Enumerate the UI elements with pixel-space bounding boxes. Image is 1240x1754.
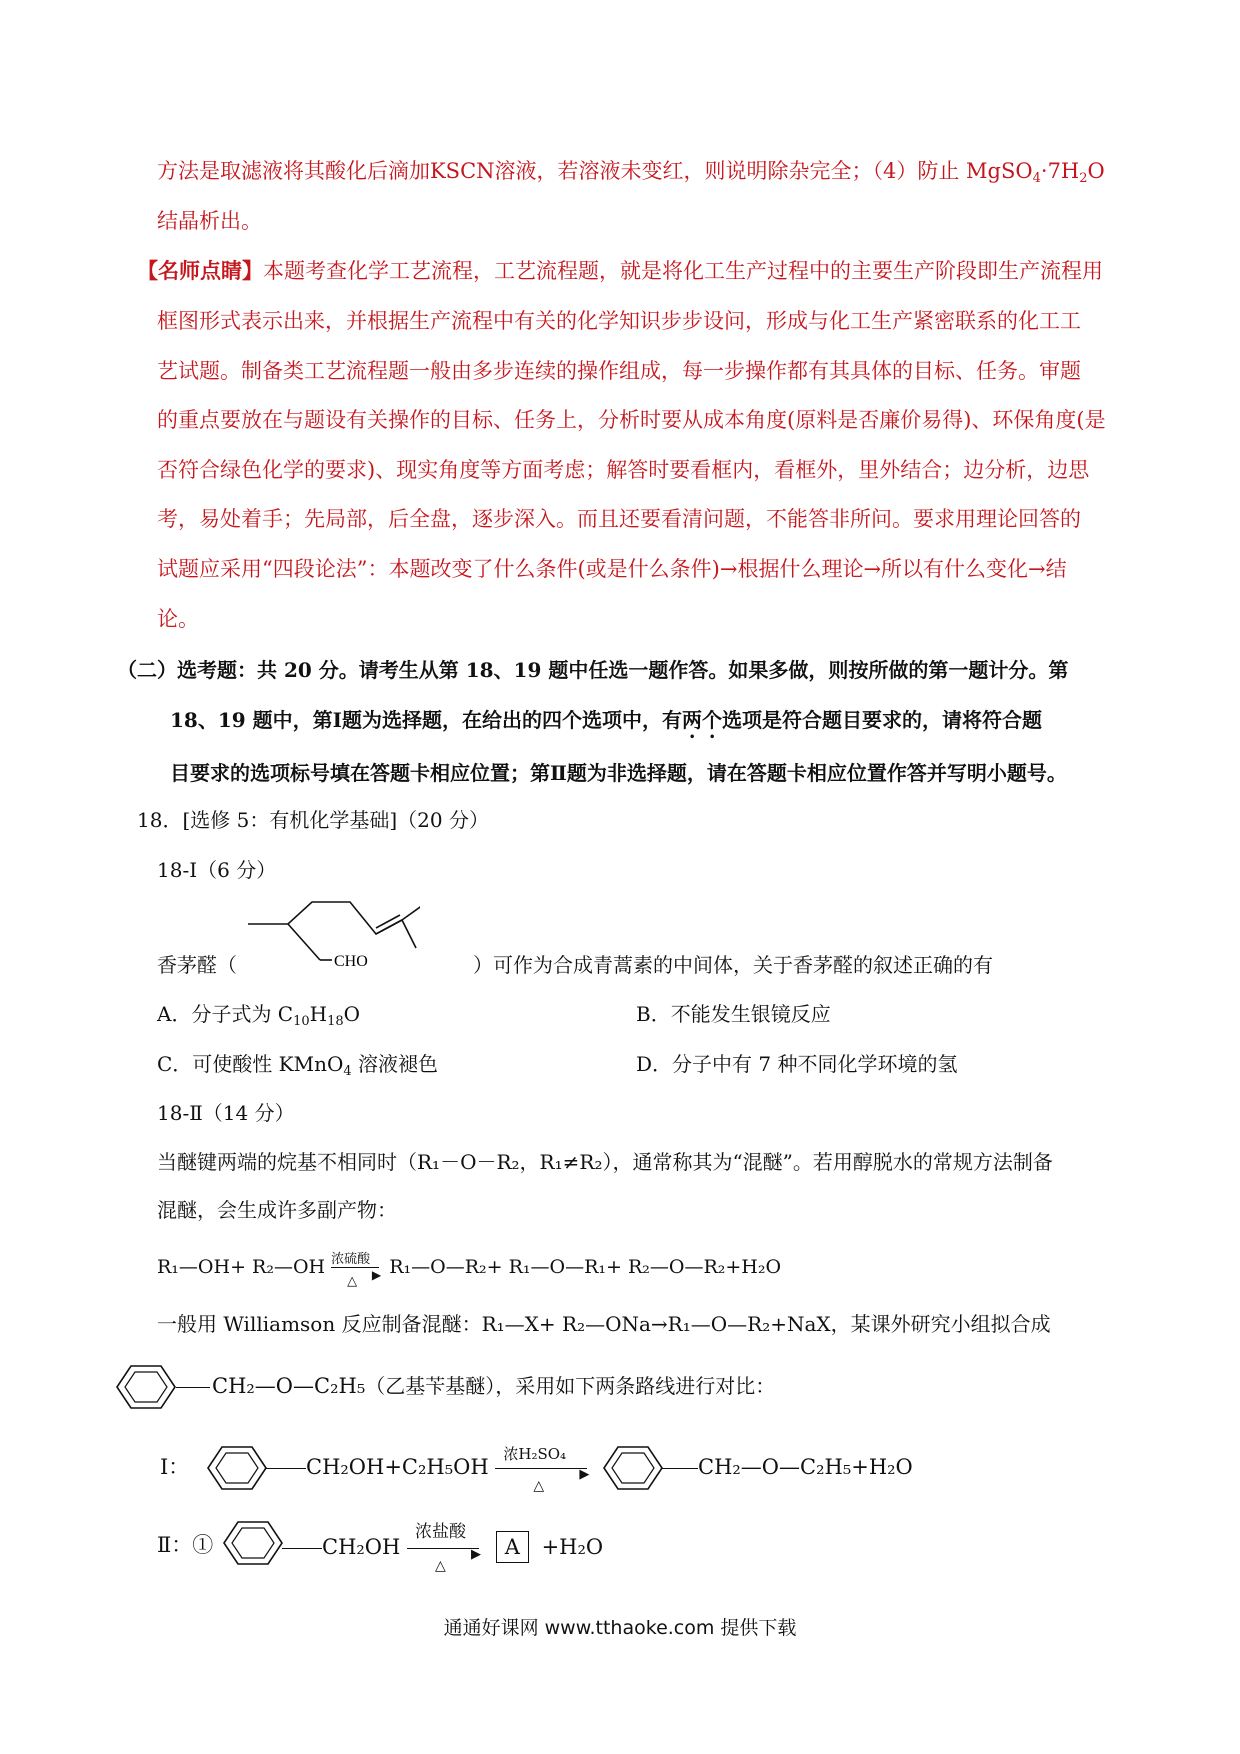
teacher-note-line-7: 试题应采用“四段论法”：本题改变了什么条件(或是什么条件)→根据什么理论→所以有什么变化→结: [157, 557, 1067, 581]
teacher-note-line-4: 的重点要放在与题设有关操作的目标、任务上，分析时要从成本角度(原料是否廉价易得)、环保角度(是: [157, 408, 1106, 432]
route2-label: Ⅱ：①: [157, 1533, 214, 1557]
teacher-note-line-5: 否符合绿色化学的要求)、现实角度等方面考虑；解答时要看框内，看框外，里外结合；边分析，边思: [157, 458, 1090, 482]
part2-para1-line1: 当醚键两端的烷基不相同时（R₁－O－R₂，R₁≠R₂），通常称其为“混醚”。若用醇脱水的常规方法制备: [157, 1150, 1053, 1174]
section2-line-3: 目要求的选项标号填在答题卡相应位置；第Ⅱ题为非选择题，请在答题卡相应位置作答并写明小题号。: [170, 761, 1067, 785]
reaction-arrow-conc-h2so4: 浓硫酸 ▶ △: [331, 1252, 382, 1289]
cho-label: CHO: [334, 953, 368, 970]
teacher-note-line-3: 艺试题。制备类工艺流程题一般由多步连续的操作组成，每一步操作都有其具体的目标、任务。审题: [157, 359, 1081, 383]
emphasis-dotted: 两个: [681, 708, 722, 732]
part2-para1-line2: 混醚，会生成许多副产物：: [157, 1198, 397, 1222]
option-a: A．分子式为 $C_{10}H_{18}O$: [157, 1002, 361, 1029]
equation-1: R₁—OH+ R₂—OH 浓硫酸 ▶ △ R₁—O—R₂+ R₁—O—R₁+ R₂—O—R₂+H₂O: [157, 1252, 782, 1289]
route2-equation: CH₂OH 浓盐酸 ▶ △ A +H₂O: [282, 1531, 603, 1563]
teacher-note-line-6: 考，易处着手；先局部，后全盘，逐步深入。而且还要看清问题，不能答非所问。要求用理论回答的: [157, 507, 1081, 531]
teacher-note-line-1: 【名师点睛】本题考查化学工艺流程，工艺流程题，就是将化工生产过程中的主要生产阶段即生产流程用: [137, 258, 1103, 283]
teacher-note-line-2: 框图形式表示出来，并根据生产流程中有关的化学知识步步设问，形成与化工生产紧密联系的化工工: [157, 309, 1081, 333]
option-b: B．不能发生银镜反应: [636, 1002, 831, 1026]
benzene-ring-icon: [222, 1518, 284, 1568]
benzene-ring-icon: [602, 1443, 664, 1493]
product-box-a: A: [496, 1531, 529, 1563]
q18-part1-title: 18-Ⅰ（6 分）: [157, 858, 277, 882]
route1-products: CH₂—O—C₂H₅+H₂O: [662, 1453, 913, 1481]
benzene-ring-icon: [115, 1362, 177, 1412]
part2-para2-line1: 一般用 Williamson 反应制备混醚：R₁—X+ R₂—ONa→R₁—O—R₂+NaX，某课外研究小组拟合成: [157, 1312, 1051, 1336]
option-d: D．分子中有 7 种不同化学环境的氢: [636, 1052, 958, 1076]
answer-line-2: 结晶析出。: [157, 209, 262, 233]
reaction-arrow-route1: 浓H₂SO₄ ▶ △: [495, 1456, 591, 1482]
target-molecule: CH₂—O—C₂H₅（乙基苄基醚），采用如下两条路线进行对比：: [176, 1372, 775, 1400]
q18-stem: 香茅醛（ ）可作为合成青蒿素的中间体，关于香茅醛的叙述正确的有: [157, 953, 993, 977]
teacher-note-line-8: 论。: [157, 607, 199, 631]
reaction-arrow-route2: 浓盐酸 ▶ △: [407, 1536, 483, 1562]
option-c: C．可使酸性 KMnO$_4$ 溶液褪色: [157, 1052, 438, 1079]
benzene-ring-icon: [206, 1443, 268, 1493]
q18-title: 18．[选修 5：有机化学基础]（20 分）: [137, 808, 489, 832]
answer-line-1: 方法是取滤液将其酸化后滴加KSCN溶液，若溶液未变红，则说明除杂完全；（4）防止 $MgSO_4\cdot 7H_2O$: [157, 159, 1105, 186]
route1-label: Ⅰ：: [160, 1455, 190, 1479]
section2-line-1: （二）选考题：共 20 分。请考生从第 18、19 题中任选一题作答。如果多做，则按所做的第一题计分。第: [117, 658, 1069, 682]
page-footer: 通通好课网 www.tthaoke.com 提供下载: [443, 1617, 797, 1639]
route1-equation: CH₂OH+C₂H₅OH 浓H₂SO₄ ▶ △: [266, 1453, 591, 1482]
q18-part2-title: 18-Ⅱ（14 分）: [157, 1101, 295, 1125]
teacher-note-label: 【名师点睛】: [137, 258, 263, 283]
section2-line-2: 18、19 题中，第Ⅰ题为选择题，在给出的四个选项中，有两个选项是符合题目要求的，请将符合题: [170, 708, 1042, 732]
